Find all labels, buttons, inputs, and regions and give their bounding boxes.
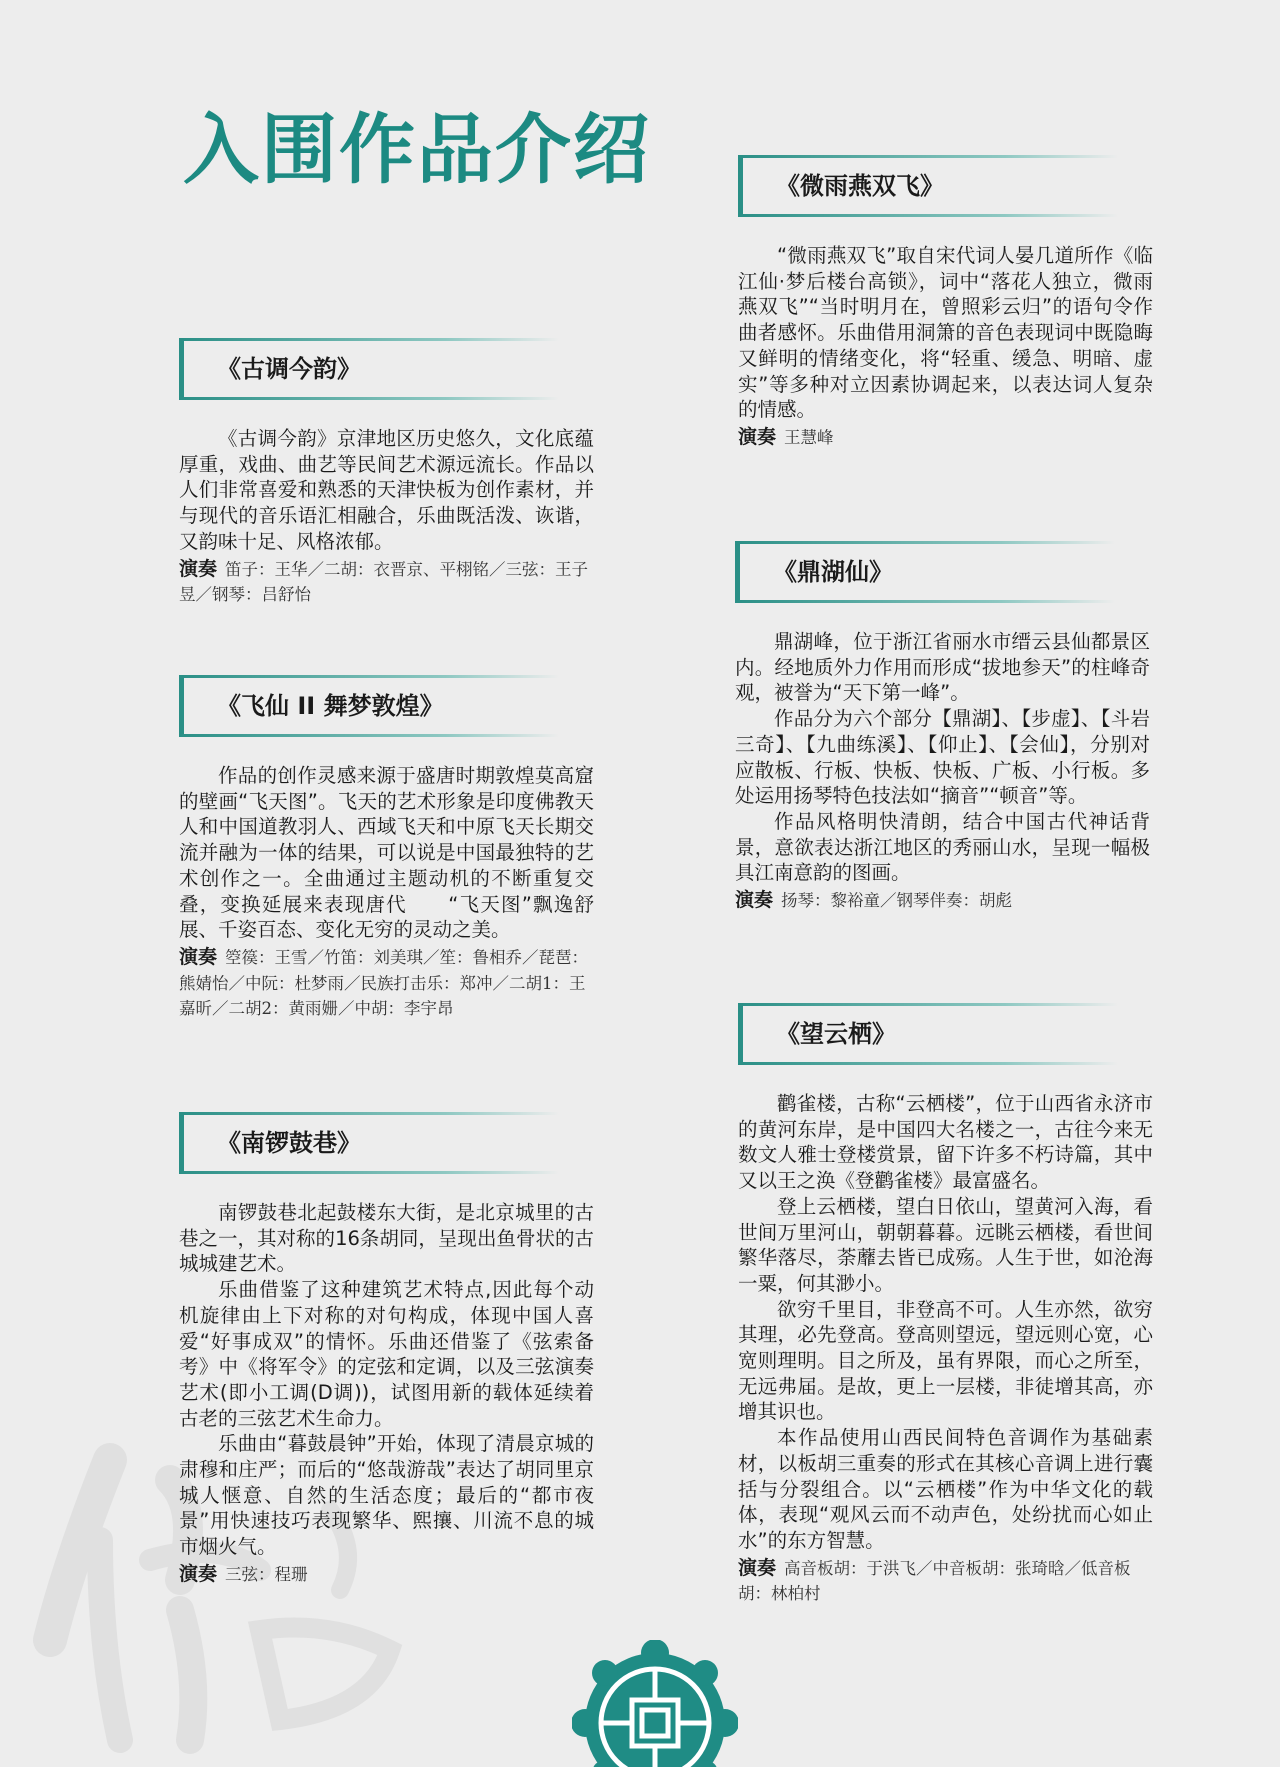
paragraph: 《古调今韵》京津地区历史悠久，文化底蕴厚重，戏曲、曲艺等民间艺术源远流长。作品以人们非常喜爱和熟悉的天津快板为创作素材，并与现代的音乐语汇相融合，乐曲既活泼、诙谐，又韵味十足、风格浓郁。 [179, 427, 594, 553]
section-title: 《鼎湖仙》 [773, 558, 893, 586]
paragraph: 作品分为六个部分【鼎湖】、【步虚】、【斗岩三奇】、【九曲练溪】、【仰止】、【会仙】，分别对应散板、行板、快板、快板、广板、小行板。多处运用扬琴特色技法如“摘音”“顿音”等。 [735, 707, 1150, 808]
section-body [738, 1091, 1153, 1607]
performer-names: 箜篌：王雪／竹笛：刘美琪／笙：鲁相乔／琵琶：熊婧怡／中阮：杜梦雨／民族打击乐：郑冲／二胡1：王嘉昕／二胡2：黄雨姗／中胡：李宇昂 [179, 947, 589, 1019]
section-body [179, 1200, 594, 1588]
paragraph: 欲穷千里目，非登高不可。人生亦然，欲穷其理，必先登高。登高则望远，望远则心宽，心宽则理明。目之所及，虽有界限，而心之所至，无远弗届。是故，更上一层楼，非徒增其高，亦增其识也。 [738, 1297, 1153, 1424]
section-header [179, 675, 594, 737]
paragraph: 本作品使用山西民间特色音调作为基础素材，以板胡三重奏的形式在其核心音调上进行囊括与分裂组合。以“云栖楼”作为中华文化的载体，表现“观风云而不动声色，处纷扰而心如止水”的东方智慧。 [738, 1426, 1153, 1552]
performer-line [738, 425, 1153, 451]
section-feixian [179, 675, 594, 1022]
paragraph: 乐曲由“暮鼓晨钟”开始，体现了清晨京城的肃穆和庄严；而后的“悠哉游哉”表达了胡同里京城人惬意、自然的生活态度；最后的“都市夜景”用快速技巧表现繁华、熙攘、川流不息的城市烟火气。 [179, 1432, 594, 1559]
section-title: 《古调今韵》 [217, 355, 361, 383]
section-nanluoguxiang [179, 1112, 594, 1588]
performer-label: 演奏 [179, 557, 218, 580]
performer-label: 演奏 [738, 425, 777, 448]
paragraph: 作品风格明快清朗，结合中国古代神话背景，意欲表达浙江地区的秀丽山水，呈现一幅极具江南意韵的图画。 [735, 809, 1150, 885]
section-gudiao-jinyun [179, 338, 594, 608]
section-body [179, 763, 594, 1022]
section-dinghuxian [735, 541, 1150, 914]
performer-names: 高音板胡：于洪飞／中音板胡：张琦晗／低音板胡：林柏村 [738, 1558, 1131, 1604]
paragraph: 登上云栖楼，望白日依山，望黄河入海，看世间万里河山，朝朝暮暮。远眺云栖楼，看世间繁华落尽，荼蘼去皆已成殇。人生于世，如沧海一粟，何其渺小。 [738, 1194, 1153, 1295]
page-title: 入围作品介绍 [183, 105, 651, 194]
performer-line [735, 888, 1150, 914]
section-title: 《南锣鼓巷》 [217, 1129, 361, 1157]
performer-line [179, 945, 594, 1022]
paragraph: 作品的创作灵感来源于盛唐时期敦煌莫高窟的壁画“飞天图”。飞天的艺术形象是印度佛教天人和中国道教羽人、西域飞天和中原飞天长期交流并融为一体的结果，可以说是中国最独特的艺术创作之一。全曲通过主题动机的不断重复交叠，变换延展来表现唐代 “飞天图”飘逸舒展、千姿百态、变化无穷的灵动之美。 [179, 764, 594, 942]
section-header [738, 155, 1153, 217]
section-body [735, 629, 1150, 914]
section-header [735, 541, 1150, 603]
performer-names: 扬琴：黎裕童／钢琴伴奏：胡彪 [781, 891, 1013, 911]
performer-label: 演奏 [179, 1562, 218, 1585]
performer-label: 演奏 [735, 889, 774, 912]
section-body [738, 243, 1153, 451]
section-body [179, 426, 594, 608]
performer-line [738, 1556, 1153, 1607]
performer-label: 演奏 [179, 945, 218, 968]
section-wangyunqi [738, 1003, 1153, 1607]
performer-names: 笛子：王华／二胡：衣晋京、平栩铭／三弦：王子昱／钢琴：吕舒怡 [179, 559, 589, 605]
paragraph: “微雨燕双飞”取自宋代词人晏几道所作《临江仙·梦后楼台高锁》，词中“落花人独立，微雨燕双飞”“当时明月在，曾照彩云归”的语句令作曲者感怀。乐曲借用洞箫的音色表现词中既隐晦又鲜明的情绪变化，将“轻重、缓急、明暗、虚实”等多种对立因素协调起来，以表达词人复杂的情感。 [738, 244, 1153, 422]
section-title: 《望云栖》 [776, 1020, 896, 1048]
performer-names: 三弦：程珊 [225, 1564, 308, 1584]
performer-names: 王慧峰 [784, 427, 834, 447]
performer-line [179, 557, 594, 608]
section-header [179, 1112, 594, 1174]
section-weiyu-yanshuangfei [738, 155, 1153, 451]
section-title: 《微雨燕双飞》 [776, 172, 944, 200]
section-header [738, 1003, 1153, 1065]
chinese-knot-emblem-icon [572, 1640, 738, 1767]
paragraph: 乐曲借鉴了这种建筑艺术特点,因此每个动机旋律由上下对称的对句构成，体现中国人喜爱“好事成双”的情怀。乐曲还借鉴了《弦索备考》中《将军令》的定弦和定调，以及三弦演奏艺术(即小工调(D调))，试图用新的载体延续着古老的三弦艺术生命力。 [179, 1278, 594, 1430]
performer-label: 演奏 [738, 1556, 777, 1579]
paragraph: 鼎湖峰，位于浙江省丽水市缙云县仙都景区内。经地质外力作用而形成“拔地参天”的柱峰奇观，被誉为“天下第一峰”。 [735, 630, 1150, 705]
performer-line [179, 1562, 594, 1588]
paragraph: 鹳雀楼，古称“云栖楼”，位于山西省永济市的黄河东岸，是中国四大名楼之一，古往今来无数文人雅士登楼赏景，留下许多不朽诗篇，其中又以王之涣《登鹳雀楼》最富盛名。 [738, 1092, 1153, 1193]
section-header [179, 338, 594, 400]
paragraph: 南锣鼓巷北起鼓楼东大街，是北京城里的古巷之一，其对称的16条胡同，呈现出鱼骨状的古城城建艺术。 [179, 1201, 594, 1276]
section-title: 《飞仙 II 舞梦敦煌》 [217, 692, 444, 720]
